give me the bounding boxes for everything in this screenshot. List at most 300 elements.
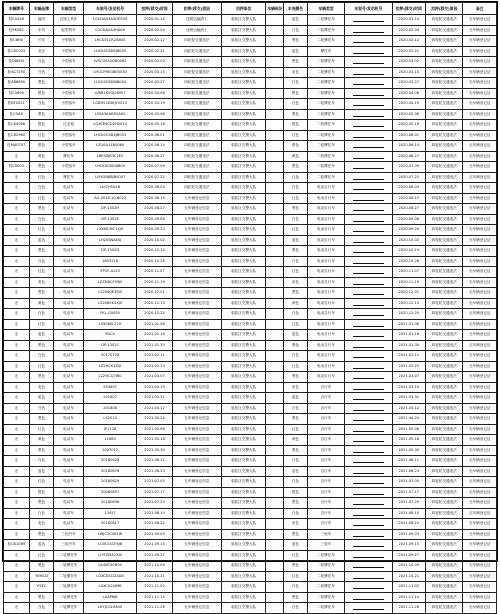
table-cell: 20180676: [83, 466, 136, 477]
table-cell: [266, 382, 284, 393]
table-cell: 蓝色: [284, 330, 308, 341]
table-cell: 无: [4, 319, 30, 330]
table-cell: 2021.04.24: [137, 414, 172, 425]
table-cell: 2020.02.04: [137, 25, 172, 36]
table-cell: LUJ7H5A1B: [83, 183, 136, 194]
table-cell: 临桂区交警大队: [222, 466, 266, 477]
table-cell: [266, 162, 284, 173]
table-cell: LS5A3AAE6GA00: [83, 109, 136, 120]
table-cell: 违规运输渣土: [172, 25, 221, 36]
table-cell: 无车辆登记信息: [172, 561, 221, 572]
table-cell: [266, 46, 284, 57]
table-cell: LZUAA14B0060: [83, 141, 136, 152]
column-header: 扣押(移交)时间: [392, 3, 426, 15]
table-cell: JP1128: [83, 424, 136, 435]
table-row: [4, 603, 497, 614]
table-cell: [345, 592, 392, 603]
table-cell: 四轮轮交通违法: [426, 88, 463, 99]
table-cell: 2021.11.26: [137, 603, 172, 614]
table-cell: 白色: [284, 309, 308, 320]
table-cell: 临桂区交警大队: [222, 288, 266, 299]
table-cell: 2021.10.21: [137, 571, 172, 582]
table-cell: 四轮轮交通违法: [172, 36, 221, 47]
table-cell: [345, 351, 392, 362]
table-cell: [266, 540, 284, 551]
table-cell: 无车辆登记证: [463, 88, 497, 99]
table-cell: 红色: [284, 424, 308, 435]
table-cell: 2021.09.27: [137, 550, 172, 561]
table-cell: 临桂区交警大队: [222, 246, 266, 257]
blank-underline: [353, 499, 384, 505]
table-cell: 临桂区交警大队: [222, 361, 266, 372]
table-cell: LGXCE6CD2H0014: [83, 120, 136, 131]
blank-underline: [353, 394, 384, 400]
table-cell: 电动车: [54, 361, 84, 372]
table-cell: 2021.11.26: [392, 603, 426, 614]
table-cell: [266, 445, 284, 456]
table-row: [4, 298, 497, 309]
table-cell: [266, 414, 284, 425]
table-cell: 无车辆登记信息: [172, 508, 221, 519]
table-cell: 自行车: [307, 403, 344, 414]
table-cell: 2020.09.08: [392, 214, 426, 225]
table-cell: 电动车: [54, 466, 84, 477]
table-cell: 无: [4, 529, 30, 540]
table-cell: [266, 67, 284, 78]
column-header: 车辆类型: [54, 3, 84, 15]
table-cell: 无车辆登记信息: [172, 372, 221, 383]
table-cell: 2021.03.31: [137, 393, 172, 404]
table-cell: 2021.02.11: [137, 351, 172, 362]
table-cell: 无车辆登记信息: [172, 466, 221, 477]
table-cell: [345, 36, 392, 47]
table-cell: LS2013: [83, 414, 136, 425]
table-cell: LS2060K3XJ0: [83, 298, 136, 309]
table-cell: [266, 57, 284, 68]
table-cell: [266, 466, 284, 477]
table-cell: 红色: [284, 571, 308, 582]
table-cell: 2020.10.14: [137, 246, 172, 257]
table-cell: LJY5GN88JB0007: [83, 172, 136, 183]
table-cell: 2020.02.12: [137, 36, 172, 47]
table-cell: [345, 435, 392, 446]
table-cell: 临桂区交警大队: [222, 267, 266, 278]
table-cell: 白色: [284, 582, 308, 593]
table-cell: 临桂区交警大队: [222, 508, 266, 519]
table-cell: 2021.10.09: [392, 561, 426, 572]
table-cell: 四轮轮交通违法: [426, 193, 463, 204]
table-cell: 电动车: [54, 246, 84, 257]
table-cell: 无车辆登记证: [463, 99, 497, 110]
table-cell: 四轮轮交通违法: [426, 99, 463, 110]
table-cell: 电动车: [54, 414, 84, 425]
table-cell: 四轮轮交通违法: [426, 487, 463, 498]
blank-underline: [353, 426, 384, 432]
table-cell: 蓝色: [284, 15, 308, 26]
table-cell: DP-1302C: [83, 340, 136, 351]
table-cell: 2021.11.02: [137, 582, 172, 593]
table-cell: LGBH52E08JY0010: [83, 99, 136, 110]
table-cell: 红色: [284, 550, 308, 561]
table-cell: 二轮摩托车: [307, 141, 344, 152]
table-cell: 无车辆登记信息: [172, 288, 221, 299]
table-cell: 无车辆登记证: [463, 256, 497, 267]
table-body: [4, 15, 497, 614]
table-cell: 2020.04.19: [137, 99, 172, 110]
table-cell: 临桂区交警大队: [222, 592, 266, 603]
table-cell: [345, 235, 392, 246]
table-cell: 无车辆登记证: [463, 540, 497, 551]
table-cell: [345, 120, 392, 131]
table-cell: 白色: [284, 508, 308, 519]
table-cell: 无车辆登记信息: [172, 424, 221, 435]
column-header: 扣押(移交)原因: [426, 3, 463, 15]
table-cell: 黄色: [29, 298, 54, 309]
table-cell: 2020.06.14: [392, 141, 426, 152]
table-cell: 2020.06.14: [137, 141, 172, 152]
table-cell: 四轮轮交通违法: [426, 466, 463, 477]
table-cell: 黑色: [29, 372, 54, 383]
table-cell: [345, 225, 392, 236]
table-cell: 临桂区交警大队: [222, 225, 266, 236]
table-cell: 小型客车: [54, 88, 84, 99]
table-cell: 四轮轮交通违法: [426, 172, 463, 183]
table-cell: 无车辆登记证: [463, 25, 497, 36]
table-cell: 临桂区交警大队: [222, 487, 266, 498]
table-cell: LGCDAD4A3DE039: [83, 15, 136, 26]
table-row: [4, 466, 497, 477]
blank-underline: [353, 205, 384, 211]
table-cell: 二轮摩托车: [54, 582, 84, 593]
blank-underline: [353, 132, 384, 138]
table-cell: [345, 246, 392, 257]
table-cell: [266, 519, 284, 530]
table-cell: 黑色: [29, 498, 54, 509]
table-cell: 无: [4, 508, 30, 519]
table-cell: 无车辆登记证: [463, 57, 497, 68]
table-row: [4, 162, 497, 173]
table-cell: 黑色: [29, 445, 54, 456]
table-cell: [266, 561, 284, 572]
table-cell: 自行车: [307, 498, 344, 509]
table-cell: 二轮摩托车: [307, 78, 344, 89]
table-cell: FKL-G0055: [83, 309, 136, 320]
table-row: [4, 267, 497, 278]
table-cell: 13457: [83, 508, 136, 519]
table-cell: [266, 99, 284, 110]
table-cell: 四轮轮交通违法: [426, 141, 463, 152]
table-cell: [345, 466, 392, 477]
table-cell: 无车辆登记证: [463, 277, 497, 288]
table-cell: 四轮轮交通违法: [172, 162, 221, 173]
table-cell: 黑色: [29, 340, 54, 351]
table-cell: 电动自行车: [307, 319, 344, 330]
table-cell: 桂BF0021: [4, 99, 30, 110]
table-cell: 电动车: [54, 193, 84, 204]
table-cell: 2020.12.13: [392, 298, 426, 309]
table-cell: [266, 288, 284, 299]
table-cell: 2020.09.20: [137, 225, 172, 236]
table-cell: [345, 256, 392, 267]
table-cell: 2021.10.09: [137, 561, 172, 572]
table-cell: 无: [4, 403, 30, 414]
table-cell: 临桂区交警大队: [222, 319, 266, 330]
table-cell: [266, 477, 284, 488]
table-cell: 黄色: [284, 151, 308, 162]
table-row: [4, 46, 497, 57]
blank-underline: [353, 342, 384, 348]
table-cell: 四轮轮交通违法: [426, 67, 463, 78]
table-cell: 临桂区交警大队: [222, 172, 266, 183]
table-cell: LHCK01CR2AB05: [83, 36, 136, 47]
table-cell: 无: [4, 561, 30, 572]
blank-underline: [353, 541, 384, 547]
table-cell: [345, 78, 392, 89]
table-cell: 自行车: [307, 508, 344, 519]
table-row: [4, 183, 497, 194]
table-cell: 四轮轮交通违法: [426, 225, 463, 236]
table-cell: 电动自行车: [307, 225, 344, 236]
blank-underline: [353, 48, 384, 54]
table-cell: 三轮车: [307, 540, 344, 551]
blank-underline: [353, 384, 384, 390]
blank-underline: [353, 69, 384, 75]
table-cell: 红色: [29, 225, 54, 236]
table-cell: LHCK0C8DEJB005: [83, 46, 136, 57]
table-cell: 银色: [284, 141, 308, 152]
table-cell: 2020.10.02: [392, 235, 426, 246]
table-cell: 自行车: [307, 466, 344, 477]
table-cell: 电动自行车: [307, 351, 344, 362]
table-cell: [345, 424, 392, 435]
table-cell: 无: [4, 193, 30, 204]
table-cell: 2020.12.25: [392, 309, 426, 320]
table-cell: 无车辆登记证: [463, 403, 497, 414]
table-cell: 2021.06.23: [392, 466, 426, 477]
table-cell: 2021.01.06: [137, 319, 172, 330]
table-cell: 四轮轮交通违法: [426, 267, 463, 278]
table-cell: 二轮摩托车: [307, 120, 344, 131]
table-cell: [266, 193, 284, 204]
table-cell: 红色: [29, 361, 54, 372]
table-cell: 无车辆登记证: [463, 298, 497, 309]
table-cell: 电动车: [54, 340, 84, 351]
table-cell: [266, 487, 284, 498]
table-cell: 自行车: [307, 393, 344, 404]
table-cell: 桂C64066: [4, 120, 30, 131]
table-cell: 无: [4, 214, 30, 225]
table-cell: 无车辆登记证: [463, 445, 497, 456]
table-cell: 四轮轮交通违法: [426, 57, 463, 68]
blank-underline: [353, 121, 384, 127]
table-cell: 黑色: [284, 36, 308, 47]
table-cell: 四轮轮交通违法: [426, 162, 463, 173]
table-cell: 二轮摩托车: [307, 36, 344, 47]
table-cell: 临桂区交警大队: [222, 15, 266, 26]
table-cell: 四轮轮交通违法: [172, 88, 221, 99]
table-row: [4, 456, 497, 467]
table-cell: 电动自行车: [307, 372, 344, 383]
table-cell: 20180817: [83, 519, 136, 530]
table-cell: 2020.12.25: [137, 309, 172, 320]
table-cell: 小型客车: [54, 130, 84, 141]
table-cell: 无车辆登记证: [463, 141, 497, 152]
table-row: [4, 498, 497, 509]
table-cell: 无: [4, 445, 30, 456]
table-cell: 1803218: [83, 256, 136, 267]
table-row: [4, 487, 497, 498]
table-cell: [345, 330, 392, 341]
table-cell: 无车辆登记信息: [172, 403, 221, 414]
table-cell: 2021.03.19: [392, 382, 426, 393]
table-cell: 2020.11.07: [137, 267, 172, 278]
table-cell: 2020.08.03: [392, 183, 426, 194]
table-cell: 无车辆登记信息: [172, 382, 221, 393]
table-cell: 黑色: [29, 246, 54, 257]
table-cell: 蓝色: [284, 46, 308, 57]
table-cell: 四轮轮交通违法: [426, 298, 463, 309]
table-cell: [345, 372, 392, 383]
table-cell: 四轮轮交通违法: [426, 183, 463, 194]
blank-underline: [353, 184, 384, 190]
table-cell: 临桂区交警大队: [222, 550, 266, 561]
table-cell: 电动车: [54, 519, 84, 530]
table-cell: 黑色: [284, 529, 308, 540]
table-cell: 红色: [284, 172, 308, 183]
table-cell: 蓝色: [284, 466, 308, 477]
table-cell: 临桂区交警大队: [222, 204, 266, 215]
table-cell: 四轮轮交通违法: [426, 424, 463, 435]
table-cell: [266, 529, 284, 540]
table-cell: 黑色: [29, 109, 54, 120]
table-row: [4, 550, 497, 561]
table-cell: [266, 151, 284, 162]
table-cell: 2021.09.15: [392, 540, 426, 551]
table-cell: 无: [4, 351, 30, 362]
table-cell: 黄色: [284, 435, 308, 446]
table-cell: 无车辆登记证: [463, 162, 497, 173]
table-cell: 无: [4, 330, 30, 341]
table-cell: [266, 309, 284, 320]
column-header: 扣押(移交)时间: [137, 3, 172, 15]
table-cell: 2021.09.27: [392, 550, 426, 561]
table-cell: 20180836: [83, 498, 136, 509]
table-cell: 白色: [29, 256, 54, 267]
table-cell: 摩托车: [54, 172, 84, 183]
table-cell: 四轮轮交通违法: [426, 477, 463, 488]
table-cell: 桂C5E03: [4, 162, 30, 173]
table-cell: 四轮轮交通违法: [426, 340, 463, 351]
table-cell: 2021.05.18: [137, 435, 172, 446]
table-row: [4, 246, 497, 257]
table-cell: 2020.08.27: [392, 204, 426, 215]
blank-underline: [353, 163, 384, 169]
table-cell: 2021.07.29: [137, 498, 172, 509]
table-cell: 桂CB1089: [4, 540, 30, 551]
table-cell: 2020.08.27: [137, 204, 172, 215]
table-cell: 电动自行车: [307, 235, 344, 246]
table-cell: 黑色: [29, 529, 54, 540]
table-cell: 电动自行车: [307, 256, 344, 267]
blank-underline: [353, 37, 384, 43]
table-cell: 四轮轮交通违法: [426, 151, 463, 162]
table-cell: 临桂区交警大队: [222, 109, 266, 120]
table-cell: DP-1302E: [83, 214, 136, 225]
table-cell: 摩托车: [307, 46, 344, 57]
table-cell: 无: [4, 414, 30, 425]
table-cell: 临桂区交警大队: [222, 603, 266, 614]
table-cell: 无车辆登记证: [463, 382, 497, 393]
table-cell: 二轮摩托车: [307, 57, 344, 68]
table-cell: [266, 141, 284, 152]
table-cell: 四轮轮交通违法: [426, 571, 463, 582]
table-cell: 四轮轮交通违法: [172, 151, 221, 162]
blank-underline: [353, 258, 384, 264]
table-cell: 临桂区交警大队: [222, 298, 266, 309]
table-cell: 四轮轮交通违法: [426, 445, 463, 456]
table-cell: 电动车: [54, 372, 84, 383]
table-cell: 二轮摩托车: [54, 603, 84, 614]
table-cell: 电动自行车: [307, 361, 344, 372]
table-cell: 四轮轮交通违法: [172, 130, 221, 141]
table-cell: 无车辆登记信息: [172, 582, 221, 593]
table-cell: 白色: [284, 256, 308, 267]
table-cell: 二轮摩托车: [307, 130, 344, 141]
blank-underline: [353, 279, 384, 285]
table-cell: [266, 571, 284, 582]
blank-underline: [353, 489, 384, 495]
blank-underline: [353, 321, 384, 327]
blank-underline: [353, 153, 384, 159]
table-cell: [345, 393, 392, 404]
table-cell: L22YJCQ7JB0: [83, 372, 136, 383]
table-cell: 无车辆登记信息: [172, 529, 221, 540]
table-cell: 无车辆登记证: [463, 193, 497, 204]
table-cell: 2020.02.21: [392, 46, 426, 57]
table-cell: 1007012: [83, 445, 136, 456]
vehicle-table: [3, 2, 497, 614]
table-cell: 无车辆登记证: [463, 130, 497, 141]
table-cell: [266, 235, 284, 246]
blank-underline: [353, 310, 384, 316]
table-cell: 电动车: [54, 225, 84, 236]
table-cell: 2021.05.30: [137, 445, 172, 456]
table-cell: [345, 151, 392, 162]
table-row: [4, 519, 497, 530]
table-cell: 二轮摩托车: [307, 603, 344, 614]
table-cell: 白色: [29, 57, 54, 68]
table-cell: 无车辆登记证: [463, 288, 497, 299]
blank-underline: [353, 300, 384, 306]
table-cell: 临桂区交警大队: [222, 445, 266, 456]
table-cell: 临桂区交警大队: [222, 67, 266, 78]
table-cell: 蓝色: [284, 540, 308, 551]
table-cell: DP-1302D: [83, 246, 136, 257]
table-cell: 银色: [284, 88, 308, 99]
table-cell: 电动车: [54, 498, 84, 509]
table-cell: 白色: [29, 351, 54, 362]
table-cell: 蓝色: [29, 540, 54, 551]
table-cell: 2021.08.10: [392, 508, 426, 519]
table-cell: 黄色: [284, 298, 308, 309]
table-cell: 红色: [284, 361, 308, 372]
table-cell: LGCDAUA3HA08: [83, 25, 136, 36]
table-cell: 2021.05.30: [392, 445, 426, 456]
table-cell: 无车辆登记证: [463, 214, 497, 225]
table-cell: 无车辆登记证: [463, 435, 497, 446]
table-cell: 黑色: [284, 561, 308, 572]
table-cell: 2021.08.22: [392, 519, 426, 530]
